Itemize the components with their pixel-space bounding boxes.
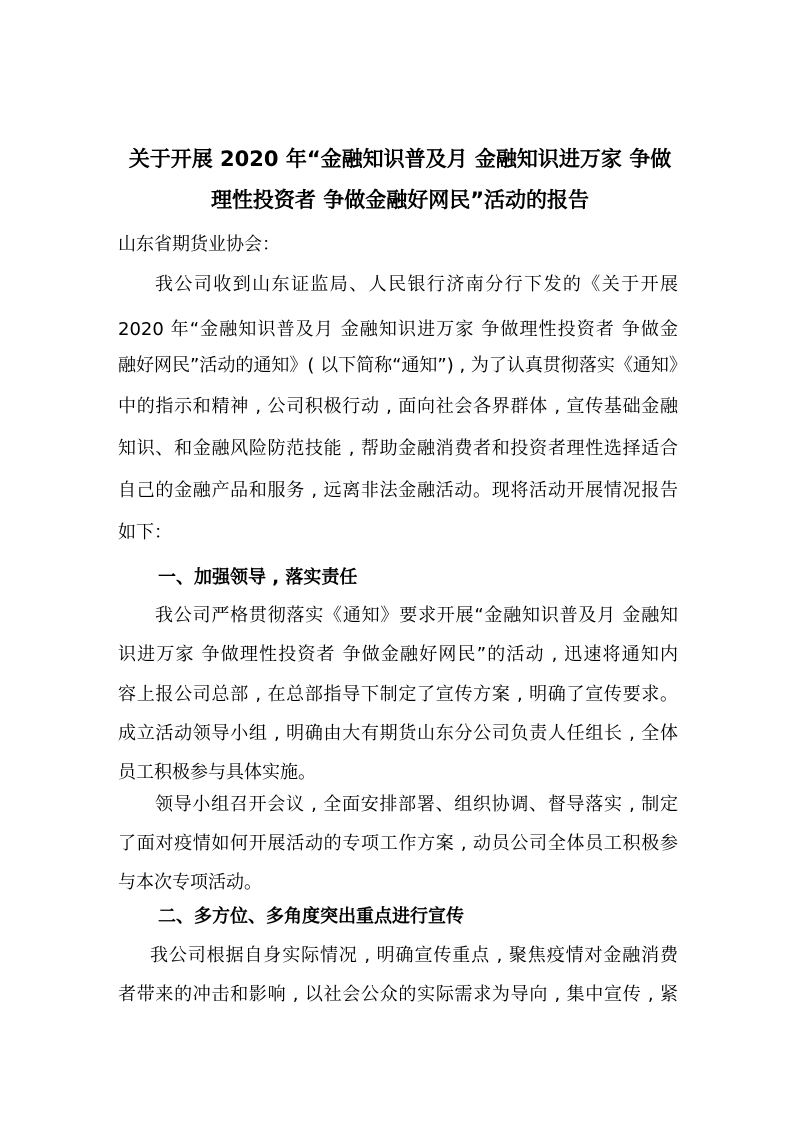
paragraph-2-line-1: 我公司严格贯彻落实《通知》要求开展“金融知识普及月 金融知 — [155, 605, 678, 626]
paragraph-1-line-5: 知识、和金融风险防范技能 , 帮助金融消费者和投资者理性选择适合 — [118, 438, 678, 459]
paragraph-3-line-3: 与本次专项活动。 — [118, 872, 262, 893]
report-title-line-2: 理性投资者 争做金融好网民”活动的报告 — [210, 188, 590, 212]
paragraph-2-line-3: 容上报公司总部 , 在总部指导下制定了宣传方案 , 明确了宣传要求。 — [118, 684, 678, 705]
report-title-line-1: 关于开展 2020 年“金融知识普及月 金融知识进万家 争做 — [128, 147, 672, 171]
paragraph-1-line-7: 如下： — [118, 522, 172, 543]
paragraph-4-line-2: 者带来的冲击和影响 , 以社会公众的实际需求为导向 , 集中宣传 , 紧 — [118, 984, 678, 1005]
paragraph-3-line-2: 了面对疫情如何开展活动的专项工作方案 , 动员公司全体员工积极参 — [118, 833, 678, 854]
paragraph-2-line-2: 识进万家 争做理性投资者 争做金融好网民”的活动 , 迅速将通知内 — [118, 644, 678, 665]
section-heading-1: 一、加强领导 , 落实责任 — [158, 567, 358, 588]
paragraph-1-line-3: 融好网民”活动的通知》( 以下简称“通知”) , 为了认真贯彻落实《通知》 — [118, 355, 687, 376]
section-heading-2: 二、多方位、多角度突出重点进行宣传 — [158, 906, 464, 927]
paragraph-4-line-1: 我公司根据自身实际情况 , 明确宣传重点 , 聚焦疫情对金融消费 — [150, 945, 678, 966]
paragraph-1-line-1: 我公司收到山东证监局、人民银行济南分行下发的《关于开展 — [155, 274, 678, 295]
paragraph-3-line-1: 领导小组召开会议 , 全面安排部署、组织协调、督导落实 , 制定 — [155, 794, 678, 815]
paragraph-1-line-2: 2020 年“金融知识普及月 金融知识进万家 争做理性投资者 争做金 — [118, 319, 678, 340]
salutation: 山东省期货业协会： — [118, 234, 280, 255]
paragraph-2-line-4: 成立活动领导小组 , 明确由大有期货山东分公司负责人任组长 , 全体 — [118, 723, 678, 744]
paragraph-1-line-4: 中的指示和精神 , 公司积极行动 , 面向社会各界群体 , 宣传基础金融 — [118, 396, 678, 417]
paragraph-2-line-5: 员工积极参与具体实施。 — [118, 762, 316, 783]
paragraph-1-line-6: 自己的金融产品和服务 , 远离非法金融活动。现将活动开展情况报告 — [118, 480, 678, 501]
